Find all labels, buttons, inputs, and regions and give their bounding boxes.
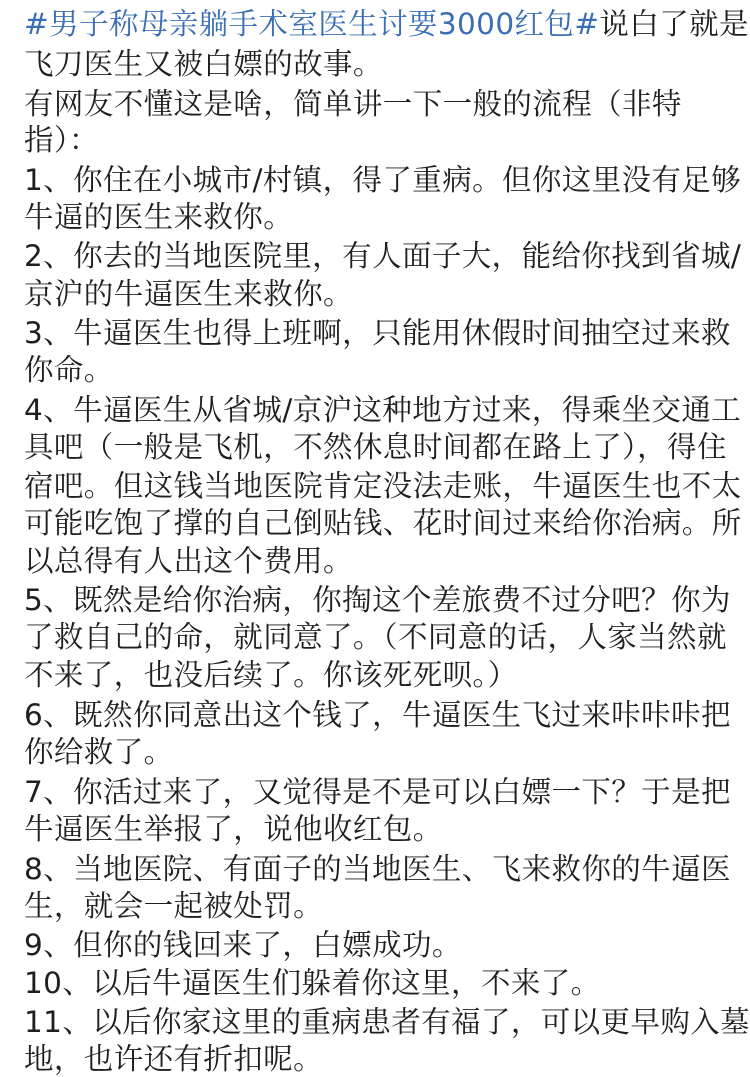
post-line: 具吧（一般是飞机，不然休息时间都在路上了），得住 <box>24 430 727 464</box>
post-line: 7、你活过来了，又觉得是不是可以白嫖一下？于是把 <box>24 775 731 809</box>
post-line <box>24 6 749 42</box>
post-line: 5、既然是给你治病，你掏这个差旅费不过分吧？你为 <box>24 583 731 617</box>
post-line: 宿吧。但这钱当地医院肯定没法走账，牛逼医生也不太 <box>24 469 742 503</box>
post-line: 牛逼医生举报了，说他收红包。 <box>24 812 443 846</box>
post-line: 牛逼的医生来救你。 <box>24 200 294 234</box>
post-line: 10、以后牛逼医生们躲着你这里，不来了。 <box>24 966 601 1000</box>
post-line: 9、但你的钱回来了，白嫖成功。 <box>24 928 462 962</box>
post-line: 3、牛逼医生也得上班啊，只能用休假时间抽空过来救 <box>24 316 731 350</box>
post-line: 地，也许还有折扣呢。 <box>24 1042 324 1076</box>
post-line: 1、你住在小城市/村镇，得了重病。但你这里没有足够 <box>24 163 742 197</box>
hashtag-link[interactable]: #男子称母亲躺手术室医生讨要3000红包# <box>24 7 600 41</box>
post-line: 2、你去的当地医院里，有人面子大，能给你找到省城/ <box>24 239 742 273</box>
post-line: 指）： <box>24 123 99 157</box>
post-line: 你给救了。 <box>24 735 174 769</box>
post-line: 6、既然你同意出这个钱了，牛逼医生飞过来咔咔咔把 <box>24 698 731 732</box>
post-line: 飞刀医生又被白嫖的故事。 <box>24 47 383 81</box>
post-line: 8、当地医院、有面子的当地医生、飞来救你的牛逼医 <box>24 852 731 886</box>
post-line-text: 说白了就是 <box>599 7 749 41</box>
post-line: 有网友不懂这是啥，简单讲一下一般的流程（非特 <box>24 87 682 121</box>
post-line: 4、牛逼医生从省城/京沪这种地方过来，得乘坐交通工 <box>24 393 742 427</box>
post-line: 了救自己的命，就同意了。（不同意的话，人家当然就 <box>24 620 727 654</box>
post-line: 生，就会一起被处罚。 <box>24 889 324 923</box>
post-line: 11、以后你家这里的重病患者有福了，可以更早购入墓 <box>24 1005 750 1039</box>
post-line: 你命。 <box>24 353 114 387</box>
post-line: 不来了，也没后续了。你该死死呗。） <box>24 658 518 692</box>
post-line: 可能吃饱了撑的自己倒贴钱、花时间过来给你治病。所 <box>24 506 742 540</box>
post-line: 以总得有人出这个费用。 <box>24 544 353 578</box>
post-line: 京沪的牛逼医生来救你。 <box>24 277 353 311</box>
